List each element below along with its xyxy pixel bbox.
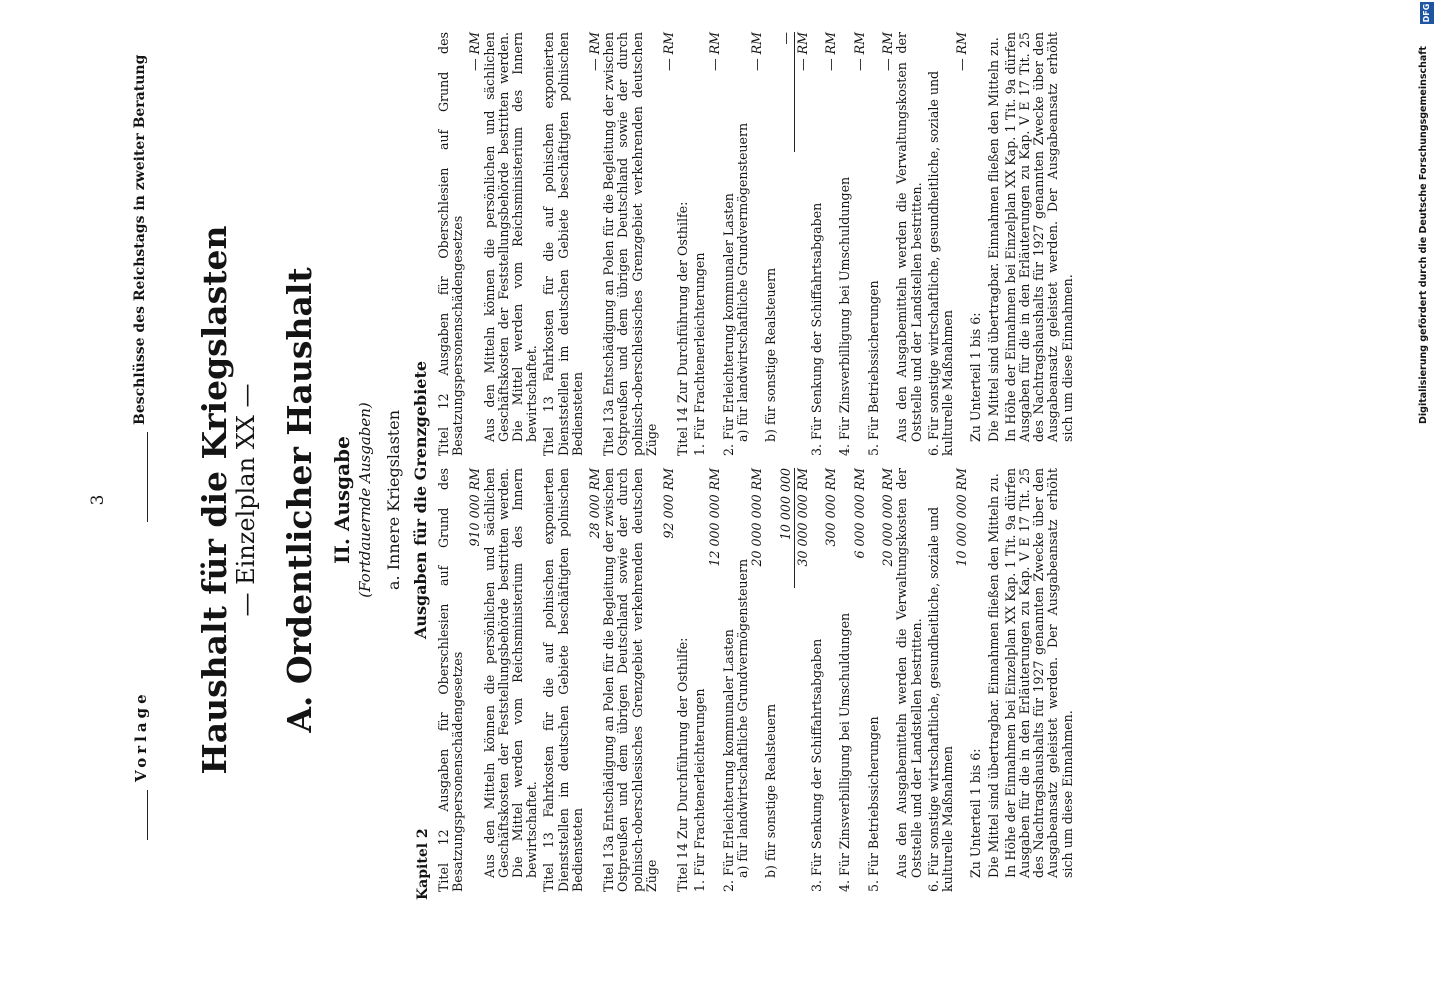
right-item-6: 6. Für sonstige wirtschaftliche, gesundheitliche, soziale und kulturelle Maßnahmen: [925, 70, 955, 456]
right-item-2b: b) für sonstige Realsteuern: [763, 267, 779, 442]
left-item-2: 2. Für Erleichterung kommunaler Lasten: [720, 629, 736, 892]
left-item-2-total: 30 000 000 RM: [794, 468, 810, 567]
dfg-credit-text: Digitalisierung gefördert durch die Deutsche Forschungsgemeinschaft: [1418, 46, 1429, 424]
chapter-label: Kapitel 2: [415, 828, 431, 900]
left-t13a: Titel 13a Entschädigung an Polen für die Begleitung der zwischen Ostpreußen und dem übrigen Deutschland sowie der durch polnisch-oberschlesisches Grenzgebiet verkehrenden deutschen Züge: [601, 468, 659, 892]
left-t13-amount: 28 000 RM: [587, 468, 603, 539]
left-t12-note: Aus den Mitteln können die persönlichen und sächlichen Geschäftskosten der Feststellungsbehörde bestritten werden. Die Mittel werden vom Reichsministerium des Innern bewirtschaftet.: [481, 468, 540, 878]
left-item-4-amount: 6 000 000 RM: [851, 468, 867, 559]
left-item-5-amount: 20 000 000 RM: [880, 468, 896, 567]
right-item-1-amount: — RM: [706, 32, 722, 71]
left-t12: Titel 12 Ausgaben für Oberschlesien auf Grund des Besatzungspersonenschädengesetzes: [436, 468, 466, 892]
left-item-2a: a) für landwirtschaftliche Grundvermögensteuern: [735, 558, 751, 878]
right-item-2: 2. Für Erleichterung kommunaler Lasten: [720, 193, 736, 456]
right-item-5-amount: — RM: [880, 32, 896, 71]
section-note: (Fortdauernde Ausgaben): [356, 402, 374, 598]
right-item-4-amount: — RM: [851, 32, 867, 71]
left-item-2b-amount: 10 000 000: [777, 468, 793, 541]
left-column: [437, 468, 1078, 892]
left-t13a-amount: 92 000 RM: [661, 468, 677, 539]
right-t12: Titel 12 Ausgaben für Oberschlesien auf Grund des Besatzungspersonenschädengesetzes: [436, 32, 466, 456]
right-item-2-total: — RM: [794, 32, 810, 71]
right-item-2a-amount: — RM: [749, 32, 765, 71]
header-beschluesse: Beschlüsse des Reichstags in zweiter Beratung: [132, 54, 148, 425]
dfg-logo: DFG: [1420, 2, 1434, 24]
left-item-1-amount: 12 000 000 RM: [706, 468, 722, 567]
left-item-6-amount: 10 000 000 RM: [954, 468, 970, 567]
header-spacer: [166, 150, 167, 850]
header-rule-left: [147, 790, 148, 840]
left-item-5: 5. Für Betriebssicherungen: [865, 716, 881, 892]
right-zu-unterteil: Zu Unterteil 1 bis 6:: [968, 312, 984, 442]
document-title: Haushalt für die Kriegslasten: [195, 225, 234, 775]
right-t12-note: Aus den Mitteln können die persönlichen und sächlichen Geschäftskosten der Feststellungsbehörde bestritten werden. Die Mittel werden vom Reichsministerium des Innern bewirtschaftet.: [481, 32, 540, 442]
right-item-5-note: Aus den Ausgabemitteln werden die Verwaltungskosten der Oststelle und der Landstellen bestritten.: [894, 32, 924, 442]
left-zu-unterteil: Zu Unterteil 1 bis 6:: [968, 748, 984, 878]
right-t12-amount: — RM: [467, 32, 483, 71]
left-item-3: 3. Für Senkung der Schiffahrtsabgaben: [809, 638, 825, 892]
right-t13-amount: — RM: [587, 32, 603, 71]
left-item-2b: b) für sonstige Realsteuern: [763, 703, 779, 878]
right-einnahmen-note: In Höhe der Einnahmen bei Einzelplan XX Kap. 1 Tit. 9a dürfen Ausgaben für die in den Erläuterungen zu Kap. V E 17 Tit. 25 des Nachtragshaushalts für 1927 genannten Zwecke über den Ausgabeansatz geleistet werden. Der Ausgabeansatz erhöht sich um diese Einnahmen.: [1002, 32, 1075, 442]
right-item-3: 3. Für Senkung der Schiffahrtsabgaben: [809, 202, 825, 456]
right-t13a: Titel 13a Entschädigung an Polen für die Begleitung der zwischen Ostpreußen und dem übrigen Deutschland sowie der durch polnisch-oberschlesisches Grenzgebiet verkehrenden deutschen Züge: [601, 32, 659, 456]
right-mittel-note: Die Mittel sind übertragbar. Einnahmen fließen den Mitteln zu.: [985, 37, 1001, 442]
left-item-2a-amount: 20 000 000 RM: [749, 468, 765, 567]
right-item-3-amount: — RM: [823, 32, 839, 71]
right-item-6-amount: — RM: [954, 32, 970, 71]
right-item-1: 1. Für Frachtenerleichterungen: [692, 252, 708, 456]
left-item-1: 1. Für Frachtenerleichterungen: [692, 688, 708, 892]
left-t12-amount: 910 000 RM: [467, 468, 483, 547]
left-einnahmen-note: In Höhe der Einnahmen bei Einzelplan XX Kap. 1 Tit. 9a dürfen Ausgaben für die in den Erläuterungen zu Kap. V E 17 Tit. 25 des Nachtragshaushalts für 1927 genannten Zwecke über den Ausgabeansatz geleistet werden. Der Ausgabeansatz erhöht sich um diese Einnahmen.: [1002, 468, 1075, 878]
left-item-4: 4. Für Zinsverbilligung bei Umschuldungen: [837, 612, 853, 892]
right-item-4: 4. Für Zinsverbilligung bei Umschuldungen: [837, 176, 853, 456]
section-heading: II. Ausgabe: [330, 436, 354, 564]
subsection-heading: a. Innere Kriegslasten: [384, 409, 403, 591]
document-subtitle: — Einzelplan XX —: [232, 383, 260, 617]
part-heading: A. Ordentlicher Haushalt: [280, 267, 319, 733]
left-mittel-note: Die Mittel sind übertragbar. Einnahmen fließen den Mitteln zu.: [985, 473, 1001, 878]
left-t14: Titel 14 Zur Durchführung der Osthilfe:: [675, 637, 691, 892]
header-rule-middle: [147, 432, 148, 522]
right-column: [437, 32, 1078, 456]
right-t13a-amount: — RM: [661, 32, 677, 71]
subsection-subheading: Ausgaben für die Grenzgebiete: [411, 360, 430, 640]
left-item-3-amount: 300 000 RM: [823, 468, 839, 547]
right-t13: Titel 13 Fahrkosten für die auf polnischen exponierten Dienststellen im deutschen Gebiete beschäftigten polnischen Bediensteten: [541, 32, 585, 456]
right-item-5: 5. Für Betriebssicherungen: [865, 280, 881, 456]
left-t13: Titel 13 Fahrkosten für die auf polnischen exponierten Dienststellen im deutschen Gebiete beschäftigten polnischen Bediensteten: [541, 468, 585, 892]
right-item-2b-amount: —: [777, 32, 793, 45]
header-vorlage: Vorlage: [132, 690, 150, 782]
page-number: 3: [88, 494, 108, 506]
right-item-2a: a) für landwirtschaftliche Grundvermögensteuern: [735, 122, 751, 442]
left-item-5-note: Aus den Ausgabemitteln werden die Verwaltungskosten der Oststelle und der Landstellen bestritten.: [894, 468, 924, 878]
right-t14: Titel 14 Zur Durchführung der Osthilfe:: [675, 201, 691, 456]
left-item-6: 6. Für sonstige wirtschaftliche, gesundheitliche, soziale und kulturelle Maßnahmen: [925, 506, 955, 892]
